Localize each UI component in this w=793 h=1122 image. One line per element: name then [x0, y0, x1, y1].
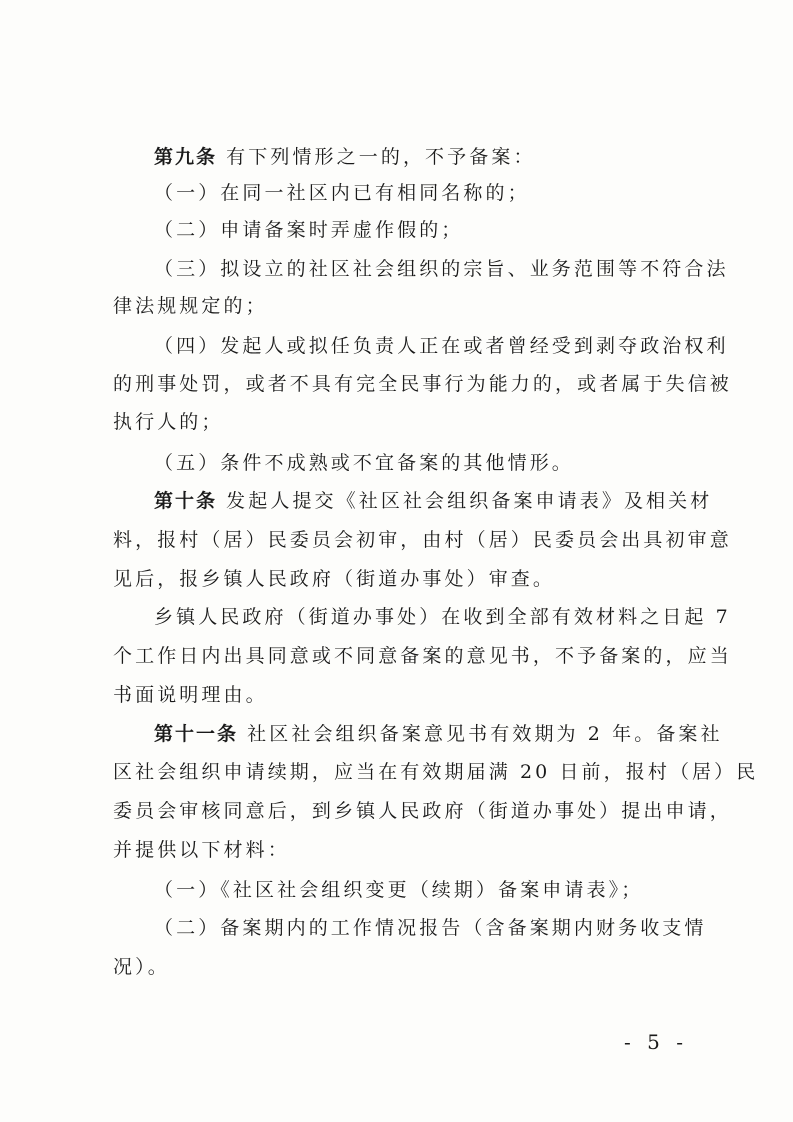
line-text: （一）《社区社会组织变更（续期）备案申请表》；	[154, 879, 644, 901]
paragraph-line	[113, 294, 693, 318]
line-text: （二）备案期内的工作情况报告（含备案期内财务收支情	[154, 917, 707, 939]
line-text: （四）发起人或拟任负责人正在或者曾经受到剥夺政治权利	[154, 335, 729, 357]
line-text: 况）。	[113, 956, 170, 978]
article-number: 第十条	[154, 490, 218, 512]
line-text: 个工作日内出具同意或不同意备案的意见书，不予备案的，应当	[113, 645, 732, 667]
line-text: 社区社会组织备案意见书有效期为 2 年。备案社	[238, 723, 723, 745]
paragraph-line	[113, 760, 759, 784]
paragraph-line	[113, 567, 693, 591]
line-text: 的刑事处罚，或者不具有完全民事行为能力的，或者属于失信被	[113, 373, 732, 395]
line-text: 料，报村（居）民委员会初审，由村（居）民委员会出具初审意	[113, 529, 732, 551]
line-text: 委员会审核同意后，到乡镇人民政府（街道办事处）提出申请，	[113, 800, 732, 822]
article-11-heading-line	[154, 722, 734, 746]
paragraph-line	[154, 451, 734, 475]
paragraph-line	[154, 605, 734, 629]
paragraph-line	[113, 644, 732, 668]
article-9-heading-line	[154, 145, 734, 169]
line-text: 见后，报乡镇人民政府（街道办事处）审查。	[113, 568, 556, 590]
line-text: 并提供以下材料：	[113, 839, 290, 861]
paragraph-line	[113, 372, 732, 396]
line-text: （五）条件不成熟或不宜备案的其他情形。	[154, 452, 574, 474]
paragraph-line	[113, 799, 732, 823]
article-10-heading-line	[154, 489, 734, 513]
line-text: 书面说明理由。	[113, 684, 268, 706]
line-text: 律法规规定的；	[113, 295, 268, 317]
paragraph-line	[113, 410, 693, 434]
page-number: - 5 -	[624, 1030, 688, 1054]
line-text: 乡镇人民政府（街道办事处）在收到全部有效材料之日起 7	[154, 606, 731, 628]
paragraph-line	[154, 916, 734, 940]
paragraph-line	[113, 528, 732, 552]
article-number: 第十一条	[154, 723, 239, 745]
article-number: 第九条	[154, 146, 218, 168]
line-text: 区社会组织申请续期，应当在有效期届满 20 日前，报村（居）民	[113, 761, 759, 783]
line-text: 发起人提交《社区社会组织备案申请表》及相关材	[217, 490, 713, 512]
line-text: （二）申请备案时弄虚作假的；	[154, 219, 464, 241]
paragraph-line	[154, 257, 734, 281]
line-text: （一）在同一社区内已有相同名称的；	[154, 182, 530, 204]
paragraph-line	[154, 218, 734, 242]
paragraph-line	[154, 334, 734, 358]
line-text: 执行人的；	[113, 411, 224, 433]
paragraph-line	[154, 878, 734, 902]
paragraph-line	[154, 181, 734, 205]
paragraph-line	[113, 838, 693, 862]
line-text: （三）拟设立的社区社会组织的宗旨、业务范围等不符合法	[154, 258, 729, 280]
paragraph-line	[113, 683, 693, 707]
paragraph-line	[113, 955, 693, 979]
line-text: 有下列情形之一的，不予备案：	[217, 146, 536, 168]
